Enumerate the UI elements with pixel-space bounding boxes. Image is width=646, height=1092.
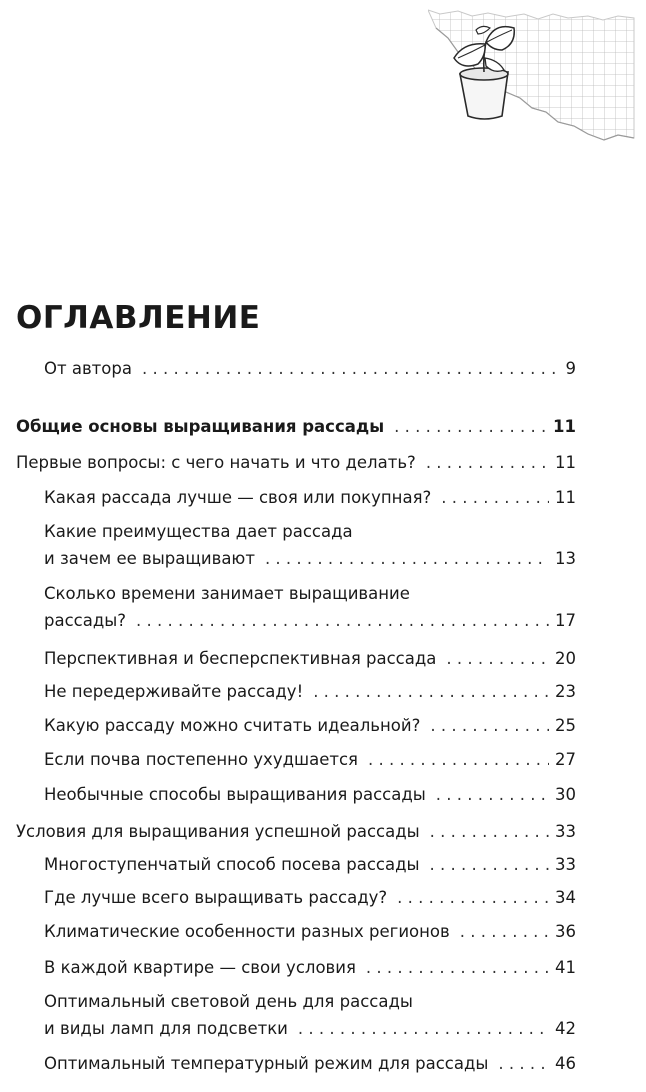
toc-entry[interactable] [44,678,576,705]
dot-leader [430,851,549,878]
toc-entry[interactable] [44,484,576,511]
toc-entry-title: Климатические особенности разных регионов [44,922,450,941]
dot-leader [446,645,549,672]
toc-entry[interactable] [44,746,576,773]
toc-entry-title: В каждой квартире — свои условия [44,958,356,977]
dot-leader [298,1015,549,1042]
toc-entry-title: рассады? [44,611,127,630]
toc-entry-title: Оптимальный температурный режим для рассады [44,1054,489,1073]
toc-page-number: 23 [555,682,576,701]
grid-paper [428,10,634,140]
toc-page-number: 36 [555,922,576,941]
toc-entry[interactable] [44,918,576,945]
toc-entry[interactable] [16,413,576,440]
toc-page-number: 27 [555,750,576,769]
toc-entry[interactable] [44,645,576,672]
toc-page-number: 11 [555,453,576,472]
toc-page-number: 13 [555,549,576,568]
dot-leader [441,484,549,511]
toc-entry[interactable] [44,518,576,572]
dot-leader [426,449,549,476]
page-title: ОГЛАВЛЕНИЕ [16,300,261,336]
toc-entry-title: и зачем ее выращивают [44,549,255,568]
toc-entry[interactable] [44,781,576,808]
toc-entry-title-line: Какие преимущества дает рассада [44,522,353,541]
toc-page-number: 42 [555,1019,576,1038]
toc-entry[interactable] [44,580,576,634]
toc-entry-title: Перспективная и бесперспективная рассада [44,649,437,668]
toc-page-number: 17 [555,611,576,630]
toc-entry-title: Общие основы выращивания рассады [16,417,385,436]
toc-entry-title: Если почва постепенно ухудшается [44,750,358,769]
dot-leader [136,607,549,634]
toc-entry-title-line: Сколько времени занимает выращивание [44,584,410,603]
dot-leader [142,355,560,382]
seedling-pot-illustration [428,8,638,148]
toc-entry-title: Где лучше всего выращивать рассаду? [44,888,388,907]
toc-page-number: 20 [555,649,576,668]
dot-leader [397,884,549,911]
dot-leader [436,781,549,808]
toc-entry-title: Многоступенчатый способ посева рассады [44,855,420,874]
toc-page-number: 34 [555,888,576,907]
toc-entry-title: Условия для выращивания успешной рассады [16,822,420,841]
toc-page-number: 33 [555,855,576,874]
toc-entry[interactable] [44,355,576,382]
dot-leader [265,545,549,572]
toc-entry-title: Какую рассаду можно считать идеальной? [44,716,421,735]
dot-leader [498,1050,549,1077]
toc-page-number: 11 [555,488,576,507]
dot-leader [313,678,549,705]
toc-page-number: 30 [555,785,576,804]
toc-entry[interactable] [44,884,576,911]
toc-page-number: 33 [555,822,576,841]
toc-entry[interactable] [44,988,576,1042]
dot-leader [430,712,549,739]
toc-page-number: 9 [565,359,576,378]
dot-leader [394,413,547,440]
toc-entry[interactable] [44,712,576,739]
toc-page-number: 11 [553,417,576,436]
toc-entry-title: Какая рассада лучше — своя или покупная? [44,488,432,507]
dot-leader [368,746,549,773]
toc-page-number: 46 [555,1054,576,1073]
toc-entry[interactable] [16,818,576,845]
dot-leader [366,954,549,981]
toc-entry-title: и виды ламп для подсветки [44,1019,288,1038]
toc-entry-title: Необычные способы выращивания рассады [44,785,426,804]
toc-entry[interactable] [44,1050,576,1077]
toc-entry[interactable] [16,449,576,476]
toc-entry-title: Первые вопросы: с чего начать и что делать? [16,453,416,472]
dot-leader [430,818,549,845]
toc-page-number: 25 [555,716,576,735]
toc-entry-title-line: Оптимальный световой день для рассады [44,992,413,1011]
toc-entry[interactable] [44,851,576,878]
toc-entry-title: Не передерживайте рассаду! [44,682,304,701]
dot-leader [460,918,549,945]
toc-entry-title: От автора [44,359,132,378]
toc-page-number: 41 [555,958,576,977]
toc-entry[interactable] [44,954,576,981]
